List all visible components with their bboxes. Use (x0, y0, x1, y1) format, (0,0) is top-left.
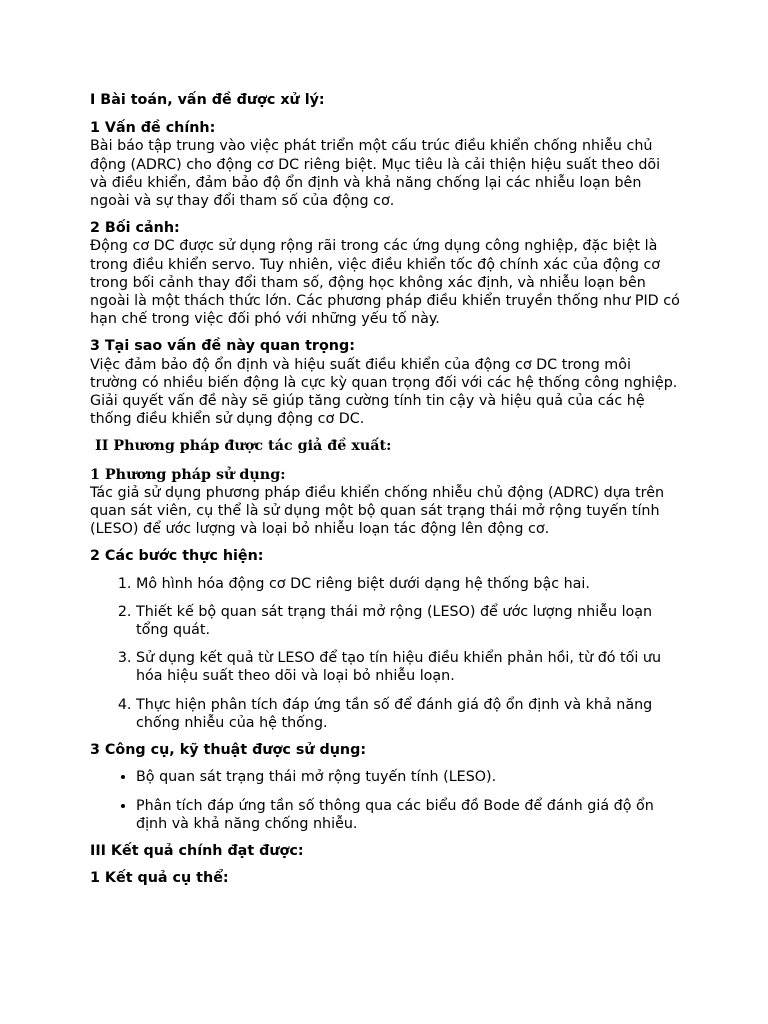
subheading-method-used: 1 Phương pháp sử dụng: (90, 466, 286, 483)
section-heading-results: III Kết quả chính đạt được: (90, 842, 304, 859)
subheading-context: 2 Bối cảnh: (90, 220, 180, 237)
subheading-importance: 3 Tại sao vấn đề này quan trọng: (90, 338, 355, 355)
steps-list (90, 575, 680, 732)
list-item: • Phân tích đáp ứng tần số thông qua các biểu đồ Bode để đánh giá độ ổn định và khả năng chống nhiễu. (136, 797, 680, 833)
paragraph-method-used: Tác giả sử dụng phương pháp điều khiển chống nhiễu chủ động (ADRC) dựa trên quan sát viên, cụ thể là sử dụng một bộ quan sát trạng thái mở rộng tuyến tính (LESO) để ước lượng và loại bỏ nhiễu loạn tác động lên động cơ. (90, 484, 665, 538)
subheading-tools: 3 Công cụ, kỹ thuật được sử dụng: (90, 742, 367, 759)
paragraph-importance: Việc đảm bảo độ ổn định và hiệu suất điều khiển của động cơ DC trong môi trường có nhiều biến động là cực kỳ quan trọng đối với các hệ thống công nghiệp. Giải quyết vấn đề này sẽ giúp tăng cường tính tin cậy và hiệu quả của các hệ thống điều khiển sử dụng động cơ DC. (90, 356, 678, 428)
list-item: 1. Mô hình hóa động cơ DC riêng biệt dưới dạng hệ thống bậc hai. (136, 575, 680, 593)
subheading-specific-results: 1 Kết quả cụ thể: (90, 870, 229, 887)
section-heading-method: II Phương pháp được tác giả đề xuất: (95, 438, 392, 455)
list-item: 4. Thực hiện phân tích đáp ứng tần số để đánh giá độ ổn định và khả năng chống nhiễu của hệ thống. (136, 696, 680, 732)
paragraph-main-problem: Bài báo tập trung vào việc phát triển một cấu trúc điều khiển chống nhiễu chủ động (ADRC) cho động cơ DC riêng biệt. Mục tiêu là cải thiện hiệu suất theo dõi và điều khiển, đảm bảo độ ổn định và khả năng chống lại các nhiễu loạn bên ngoài và sự thay đổi tham số của động cơ. (90, 138, 661, 210)
document-page (90, 91, 680, 887)
list-item: 3. Sử dụng kết quả từ LESO để tạo tín hiệu điều khiển phản hồi, từ đó tối ưu hóa hiệu suất theo dõi và loại bỏ nhiễu loạn. (136, 649, 680, 685)
list-item: • Bộ quan sát trạng thái mở rộng tuyến tính (LESO). (136, 768, 680, 786)
subheading-main-problem: 1 Vấn đề chính: (90, 120, 216, 137)
tools-list (90, 768, 680, 833)
paragraph-context: Động cơ DC được sử dụng rộng rãi trong các ứng dụng công nghiệp, đặc biệt là trong điều khiển servo. Tuy nhiên, việc điều khiển tốc độ chính xác của động cơ trong bối cảnh thay đổi tham số, động học không xác định, và nhiễu loạn bên ngoài là một thách thức lớn. Các phương pháp điều khiển truyền thống như PID có hạn chế trong việc đối phó với những yếu tố này. (90, 238, 680, 328)
section-heading-problem: I Bài toán, vấn đề được xử lý: (90, 92, 325, 108)
subheading-steps: 2 Các bước thực hiện: (90, 548, 264, 565)
list-item: 2. Thiết kế bộ quan sát trạng thái mở rộng (LESO) để ước lượng nhiễu loạn tổng quát. (136, 603, 680, 639)
